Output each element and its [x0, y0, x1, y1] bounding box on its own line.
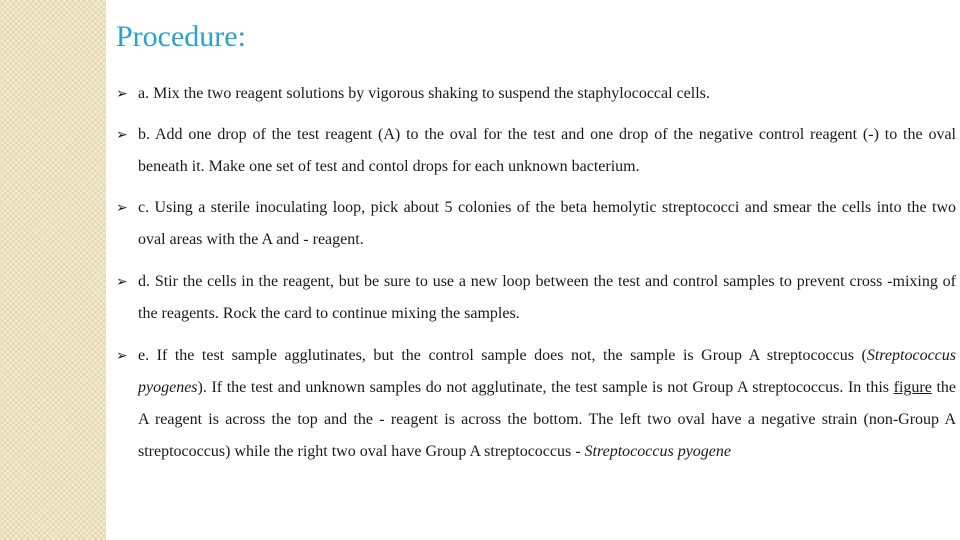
figure-link[interactable]: figure	[893, 379, 932, 396]
procedure-step-e	[116, 340, 956, 468]
procedure-step-a	[116, 78, 956, 110]
species-name-italic: Streptococcus pyogenes	[138, 347, 956, 396]
step-e-text-part3: the A reagent is across the top and the - reagent is across the bottom. The left two oval have a negative strain (non-Group A streptococcus) while the right two oval have Group A streptococcus -	[138, 379, 957, 460]
procedure-step-d	[116, 266, 956, 330]
species-name-italic-end: Streptococcus pyogene	[584, 443, 732, 460]
step-d-text: d. Stir the cells in the reagent, but be sure to use a new loop between the test and control samples to prevent cross -mixing of the reagents. Rock the card to continue mixing the samples.	[138, 273, 956, 322]
step-a-text: a. Mix the two reagent solutions by vigorous shaking to suspend the staphylococcal cells.	[138, 85, 710, 102]
step-b-text: b. Add one drop of the test reagent (A) to the oval for the test and one drop of the negative control reagent (-) to the oval beneath it. Make one set of test and contol drops for each unknown bacterium.	[138, 126, 956, 175]
arrowhead-bullet-icon: ➢	[116, 348, 128, 364]
arrowhead-bullet-icon: ➢	[116, 200, 128, 216]
step-c-text: c. Using a sterile inoculating loop, pick about 5 colonies of the beta hemolytic streptococci and smear the cells into the two oval areas with the A and - reagent.	[138, 199, 956, 248]
arrowhead-bullet-icon: ➢	[116, 86, 128, 102]
step-e-text-part1: e. If the test sample agglutinates, but the control sample does not, the sample is Group A streptococcus (	[138, 347, 867, 364]
decorative-side-strip	[0, 0, 106, 540]
arrowhead-bullet-icon: ➢	[116, 127, 128, 143]
procedure-step-c	[116, 192, 956, 256]
procedure-list	[116, 78, 956, 478]
arrowhead-bullet-icon: ➢	[116, 274, 128, 290]
step-e-text-part2: ). If the test and unknown samples do not agglutinate, the test sample is not Group A streptococcus. In this	[197, 379, 894, 396]
slide-title: Procedure:	[116, 20, 246, 53]
procedure-step-b	[116, 119, 956, 183]
